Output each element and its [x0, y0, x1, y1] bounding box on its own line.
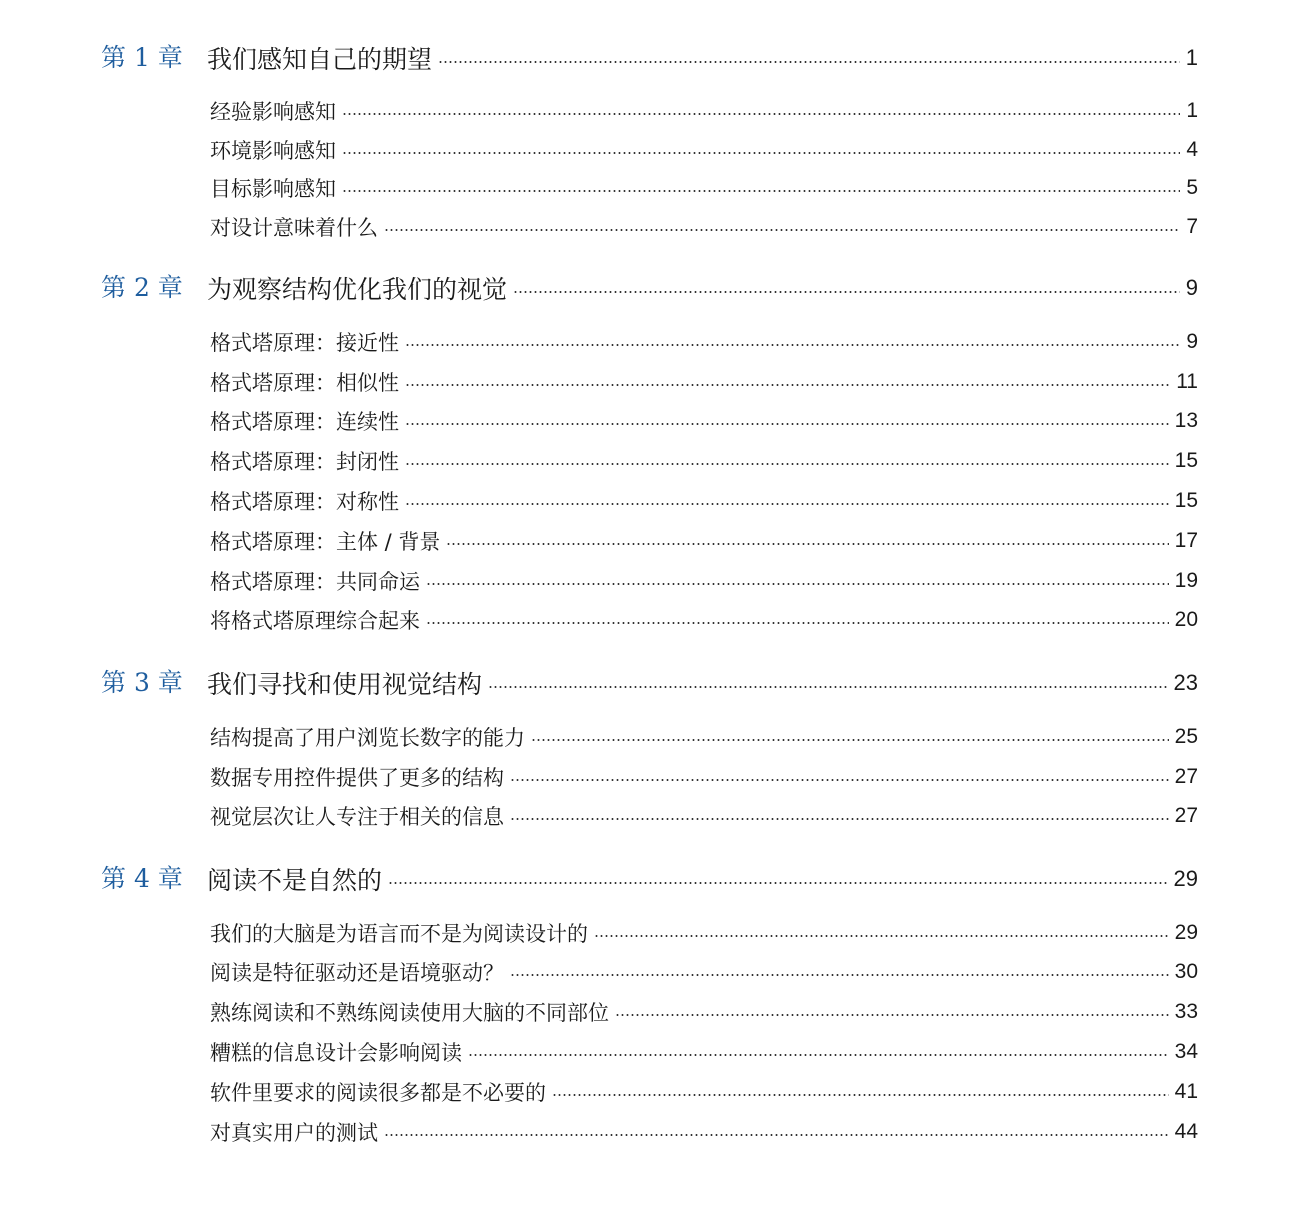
section-title: 格式塔原理：封闭性 — [210, 450, 399, 474]
chapter-number: 第 2 章 — [101, 273, 183, 302]
section-entry — [210, 1072, 1198, 1112]
page-number: 34 — [1174, 1040, 1198, 1063]
chapter-entry — [207, 38, 1198, 78]
dot-leader — [531, 739, 1169, 741]
section-row[interactable] — [0, 130, 1310, 170]
section-title: 结构提高了用户浏览长数字的能力 — [210, 726, 525, 750]
dot-leader — [384, 229, 1180, 231]
dot-leader — [405, 503, 1169, 505]
page-number: 1 — [1186, 99, 1198, 122]
section-entry — [210, 207, 1198, 247]
section-entry — [210, 992, 1198, 1032]
dot-leader — [513, 291, 1180, 293]
page-number: 15 — [1174, 449, 1198, 472]
dot-leader — [405, 423, 1169, 425]
section-row[interactable] — [0, 207, 1310, 247]
section-row[interactable] — [0, 521, 1310, 561]
page-number: 27 — [1174, 804, 1198, 827]
chapter-row[interactable] — [0, 38, 1310, 78]
section-entry — [210, 1032, 1198, 1072]
section-title: 目标影响感知 — [210, 177, 336, 201]
dot-leader — [510, 779, 1169, 781]
page-number: 27 — [1174, 765, 1198, 788]
section-row[interactable] — [0, 91, 1310, 131]
page-number: 25 — [1174, 725, 1198, 748]
section-entry — [210, 952, 1198, 992]
section-title: 我们的大脑是为语言而不是为阅读设计的 — [210, 922, 588, 946]
chapter-entry — [207, 663, 1198, 703]
section-entry — [210, 913, 1198, 953]
section-row[interactable] — [0, 401, 1310, 441]
section-title: 将格式塔原理综合起来 — [210, 609, 420, 633]
page-number: 23 — [1173, 670, 1198, 695]
dot-leader — [342, 152, 1180, 154]
chapter-entry — [207, 268, 1198, 308]
section-entry — [210, 322, 1198, 362]
section-row[interactable] — [0, 322, 1310, 362]
section-row[interactable] — [0, 481, 1310, 521]
page-number: 30 — [1174, 960, 1198, 983]
dot-leader — [446, 543, 1168, 545]
dot-leader — [615, 1014, 1169, 1016]
section-title: 经验影响感知 — [210, 100, 336, 124]
page-number: 9 — [1186, 330, 1198, 353]
section-title: 环境影响感知 — [210, 139, 336, 163]
section-row[interactable] — [0, 1112, 1310, 1152]
section-entry — [210, 521, 1198, 561]
section-row[interactable] — [0, 796, 1310, 836]
page-number: 1 — [1185, 45, 1198, 70]
chapter-number: 第 4 章 — [101, 864, 183, 893]
section-entry — [210, 717, 1198, 757]
page-number: 41 — [1174, 1080, 1198, 1103]
section-row[interactable] — [0, 168, 1310, 208]
chapter-entry — [207, 859, 1198, 899]
section-title: 糟糕的信息设计会影响阅读 — [210, 1041, 462, 1065]
page-number: 11 — [1176, 370, 1198, 393]
section-entry — [210, 441, 1198, 481]
dot-leader — [405, 384, 1170, 386]
section-title: 视觉层次让人专注于相关的信息 — [210, 805, 504, 829]
section-title: 格式塔原理：对称性 — [210, 490, 399, 514]
chapter-number: 第 1 章 — [101, 43, 183, 72]
section-row[interactable] — [0, 600, 1310, 640]
section-row[interactable] — [0, 717, 1310, 757]
section-entry — [210, 481, 1198, 521]
section-entry — [210, 600, 1198, 640]
section-title: 对设计意味着什么 — [210, 216, 378, 240]
section-row[interactable] — [0, 952, 1310, 992]
section-title: 数据专用控件提供了更多的结构 — [210, 766, 504, 790]
chapter-number: 第 3 章 — [101, 668, 183, 697]
section-title: 对真实用户的测试 — [210, 1121, 378, 1145]
section-entry — [210, 362, 1198, 402]
page-number: 15 — [1174, 489, 1198, 512]
section-title: 格式塔原理：接近性 — [210, 331, 399, 355]
section-title: 格式塔原理：主体 / 背景 — [210, 530, 441, 554]
dot-leader — [488, 686, 1168, 688]
dot-leader — [384, 1134, 1169, 1136]
section-row[interactable] — [0, 1072, 1310, 1112]
section-row[interactable] — [0, 1032, 1310, 1072]
section-entry — [210, 401, 1198, 441]
page-number: 5 — [1186, 176, 1198, 199]
dot-leader — [342, 113, 1180, 115]
section-entry — [210, 91, 1198, 131]
section-entry — [210, 796, 1198, 836]
page-number: 7 — [1186, 215, 1198, 238]
section-title: 软件里要求的阅读很多都是不必要的 — [210, 1081, 546, 1105]
section-title: 格式塔原理：相似性 — [210, 371, 399, 395]
section-row[interactable] — [0, 992, 1310, 1032]
section-row[interactable] — [0, 757, 1310, 797]
section-entry — [210, 130, 1198, 170]
page-number: 4 — [1186, 138, 1198, 161]
section-row[interactable] — [0, 441, 1310, 481]
page-number: 29 — [1174, 921, 1198, 944]
chapter-title: 我们寻找和使用视觉结构 — [207, 670, 483, 699]
page-number: 29 — [1173, 866, 1198, 891]
page-number: 33 — [1174, 1000, 1198, 1023]
page-number: 13 — [1174, 409, 1198, 432]
dot-leader — [342, 190, 1180, 192]
dot-leader — [405, 463, 1169, 465]
section-title: 格式塔原理：共同命运 — [210, 570, 420, 594]
section-row[interactable] — [0, 561, 1310, 601]
chapter-row[interactable] — [0, 268, 1310, 308]
page-number: 17 — [1174, 529, 1198, 552]
page-number: 44 — [1174, 1120, 1198, 1143]
section-entry — [210, 757, 1198, 797]
section-entry — [210, 168, 1198, 208]
chapter-title: 我们感知自己的期望 — [207, 45, 433, 74]
section-entry — [210, 1112, 1198, 1152]
section-entry — [210, 561, 1198, 601]
chapter-title: 为观察结构优化我们的视觉 — [207, 275, 508, 304]
chapter-row[interactable] — [0, 859, 1310, 899]
dot-leader — [438, 61, 1180, 63]
section-title: 熟练阅读和不熟练阅读使用大脑的不同部位 — [210, 1001, 609, 1025]
page-number: 9 — [1185, 275, 1198, 300]
section-title: 格式塔原理：连续性 — [210, 410, 399, 434]
dot-leader — [426, 583, 1169, 585]
section-row[interactable] — [0, 913, 1310, 953]
dot-leader — [388, 882, 1168, 884]
page-number: 19 — [1174, 569, 1198, 592]
dot-leader — [510, 818, 1169, 820]
chapter-title: 阅读不是自然的 — [207, 866, 383, 895]
dot-leader — [552, 1094, 1169, 1096]
page-number: 20 — [1174, 608, 1198, 631]
dot-leader — [426, 622, 1169, 624]
dot-leader — [594, 935, 1169, 937]
dot-leader — [510, 974, 1169, 976]
section-row[interactable] — [0, 362, 1310, 402]
chapter-row[interactable] — [0, 663, 1310, 703]
section-title: 阅读是特征驱动还是语境驱动？ — [210, 961, 504, 985]
dot-leader — [468, 1054, 1169, 1056]
dot-leader — [405, 344, 1180, 346]
